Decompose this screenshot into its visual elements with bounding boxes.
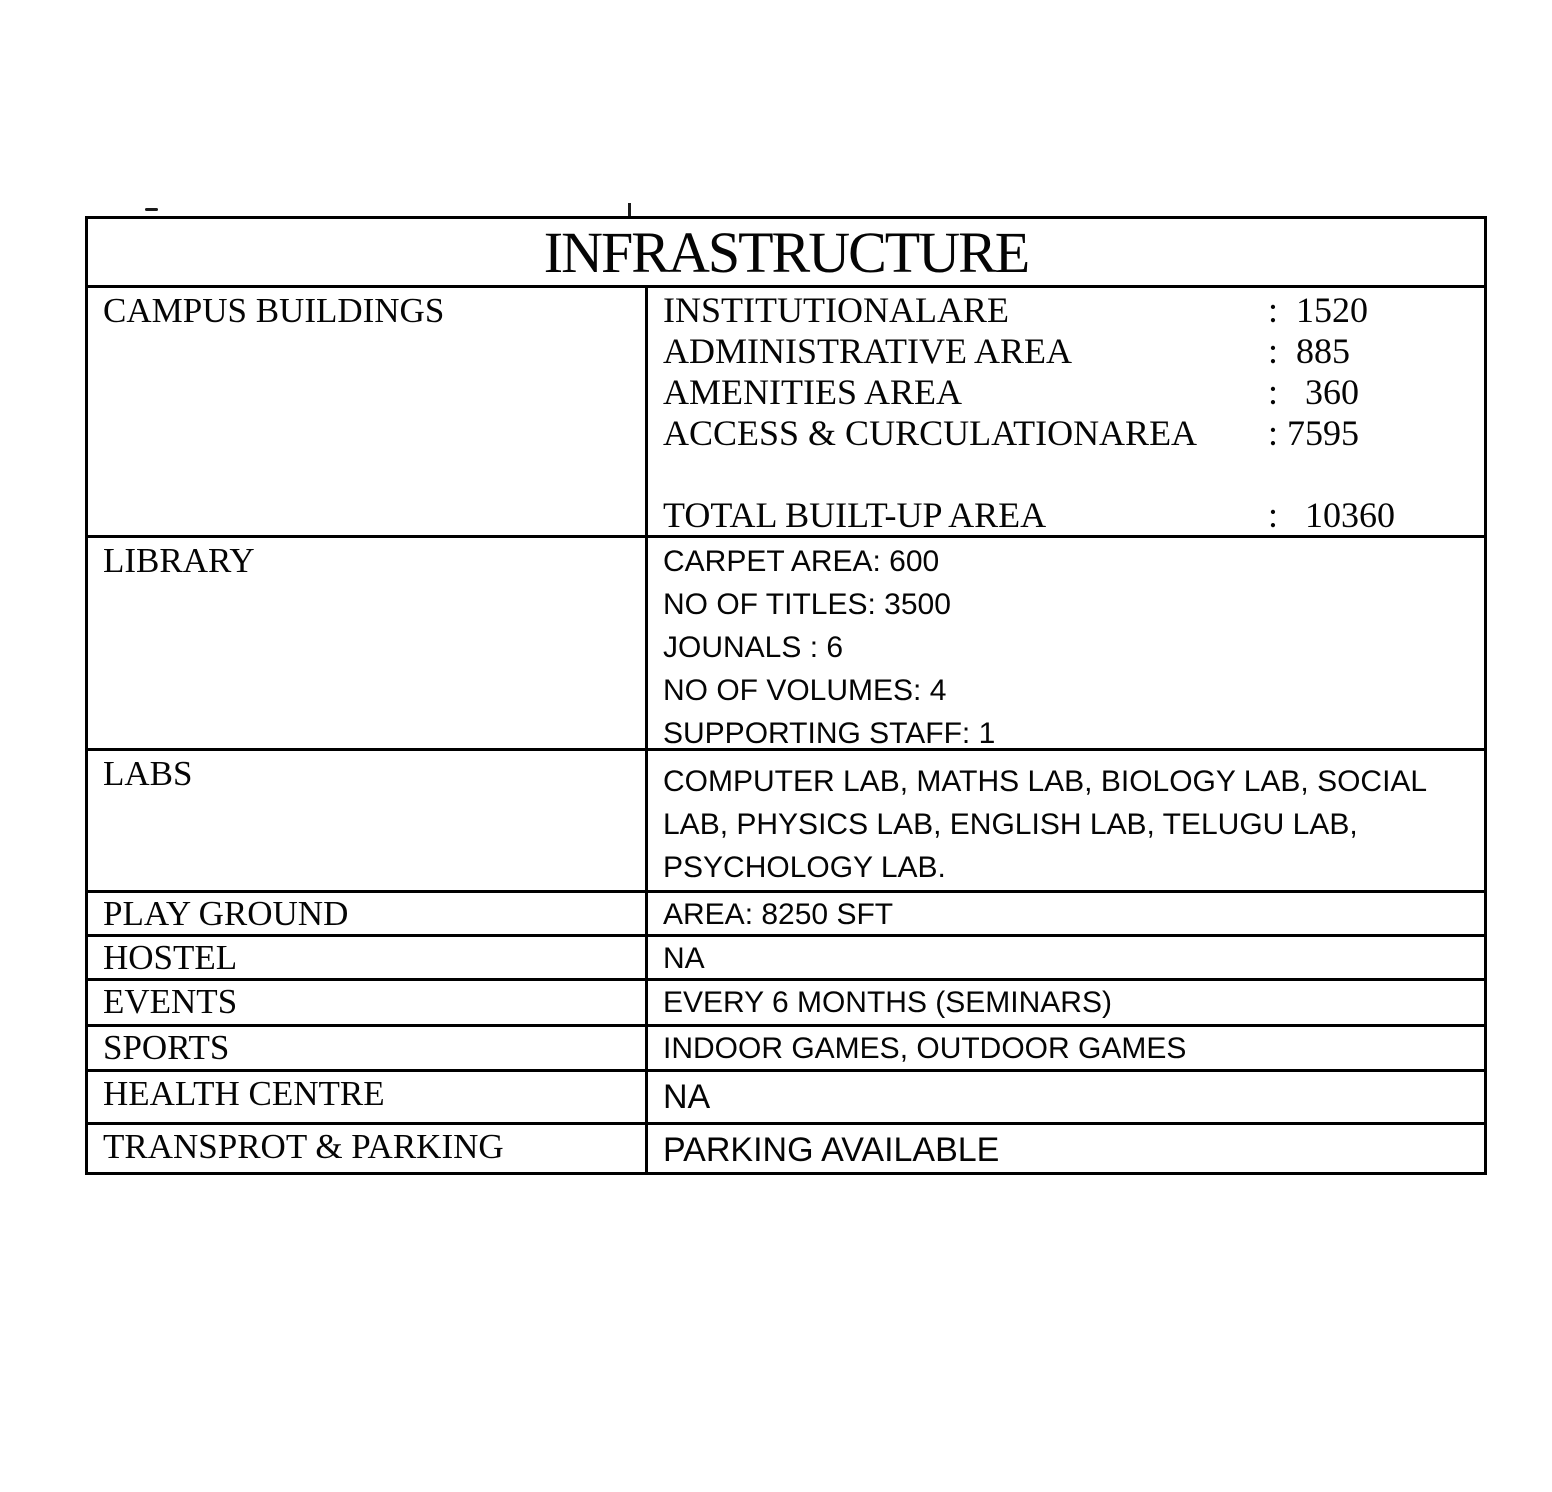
infrastructure-table: [85, 216, 1487, 1175]
row-health-centre: [88, 1069, 1484, 1122]
area-name: INSTITUTIONALARE: [663, 290, 1009, 330]
library-line: SUPPORTING STAFF: 1: [663, 717, 996, 748]
area-value: : 1520: [1268, 290, 1369, 330]
row-library: [88, 535, 1484, 748]
library-line: JOUNALS : 6: [663, 631, 844, 664]
row-label-sports: SPORTS: [88, 1027, 648, 1069]
row-label-labs: LABS: [88, 751, 648, 890]
health-centre-value: NA: [663, 1078, 711, 1116]
library-line: NO OF TITLES: 3500: [663, 588, 951, 621]
table-title-row: [88, 219, 1484, 285]
area-value: : 360: [1268, 372, 1360, 412]
campus-buildings-values: [648, 288, 1484, 535]
library-line: CARPET AREA: 600: [663, 545, 940, 578]
area-line: [663, 413, 1484, 454]
transport-parking-value: PARKING AVAILABLE: [663, 1131, 1000, 1169]
row-label-transport-parking: TRANSPROT & PARKING: [88, 1125, 648, 1172]
library-line: NO OF VOLUMES: 4: [663, 674, 947, 707]
row-label-campus-buildings: CAMPUS BUILDINGS: [88, 288, 648, 535]
scan-artifact-dash: [145, 208, 158, 211]
row-label-hostel: HOSTEL: [88, 937, 648, 978]
area-line-total: [663, 495, 1484, 535]
row-labs: [88, 748, 1484, 890]
hostel-value: NA: [663, 942, 705, 975]
area-name: TOTAL BUILT-UP AREA: [663, 495, 1047, 535]
area-name: ADMINISTRATIVE AREA: [663, 331, 1072, 371]
sports-value: INDOOR GAMES, OUTDOOR GAMES: [663, 1032, 1187, 1065]
table-title: INFRASTRUCTURE: [543, 219, 1029, 285]
row-label-library: LIBRARY: [88, 538, 648, 748]
library-values: [648, 538, 1484, 748]
row-label-play-ground: PLAY GROUND: [88, 893, 648, 934]
area-value: : 885: [1268, 331, 1351, 371]
area-line: [663, 331, 1484, 372]
area-line: [663, 372, 1484, 413]
area-line: [663, 290, 1484, 331]
area-name: [663, 454, 1268, 495]
row-campus-buildings: [88, 285, 1484, 535]
labs-line: COMPUTER LAB, MATHS LAB, BIOLOGY LAB, SOCIAL LAB, PHYSICS LAB, ENGLISH LAB, TELUGU LAB, PSYCHOLOGY LAB.: [663, 765, 1426, 884]
row-label-health-centre: HEALTH CENTRE: [88, 1072, 648, 1122]
labs-values: [648, 751, 1484, 890]
play-ground-value: AREA: 8250 SFT: [663, 898, 894, 931]
area-line-blank: [663, 454, 1484, 495]
row-sports: [88, 1024, 1484, 1069]
row-transport-parking: [88, 1122, 1484, 1172]
area-value: : 7595: [1268, 413, 1360, 453]
row-hostel: [88, 934, 1484, 978]
area-name: ACCESS & CURCULATIONAREA: [663, 413, 1198, 453]
events-value: EVERY 6 MONTHS (SEMINARS): [663, 986, 1112, 1019]
row-label-events: EVENTS: [88, 981, 648, 1024]
area-value: : 10360: [1268, 495, 1396, 535]
row-events: [88, 978, 1484, 1024]
area-name: AMENITIES AREA: [663, 372, 962, 412]
row-play-ground: [88, 890, 1484, 934]
